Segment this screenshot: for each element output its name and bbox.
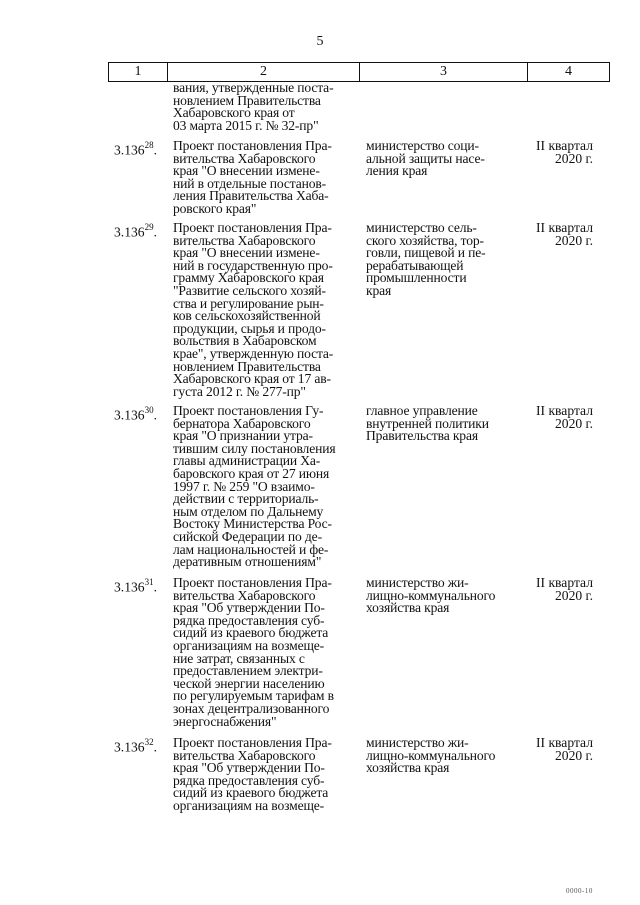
item-deadline: II квартал 2020 г. <box>536 138 593 166</box>
item-description: Проект постановления Пра- вительства Хабаровского края "О внесении измене- ний в отдельные постанов- ления Правительства Хаба- ровского края" <box>173 138 332 216</box>
item-number <box>114 737 157 754</box>
item-number-suffix: . <box>153 224 157 240</box>
item-number-suffix: . <box>153 579 157 595</box>
item-number <box>114 222 157 239</box>
item-deadline: II квартал 2020 г. <box>536 403 593 431</box>
item-description: Проект постановления Пра- вительства Хабаровского края "О внесении измене- ний в государственную про- грамму Хабаровского края "Развитие сельского хозяй- ства и регулирование рын- ков сельскохозяйственной продукции, сырья и продо- вольствия в Хабаровском крае", утвержденную поста- новлением Правительства Хабаровского края от 17 ав- густа 2012 г. № 277-пр" <box>173 220 334 399</box>
item-number-superscript: 28 <box>144 140 154 150</box>
footer-mark: 0000-10 <box>566 887 593 895</box>
header-col-1: 1 <box>109 63 168 81</box>
continuation-text: вания, утвержденные поста- новлением Правительства Хабаровского края от 03 марта 2015 г. № 32-пр" <box>173 80 334 133</box>
item-number-superscript: 31 <box>144 577 154 587</box>
item-number-base: 3.136 <box>114 224 145 240</box>
header-col-3: 3 <box>360 63 528 81</box>
page-number: 5 <box>316 34 324 49</box>
item-deadline: II квартал 2020 г. <box>536 220 593 248</box>
item-number <box>114 405 157 422</box>
item-number-base: 3.136 <box>114 407 145 423</box>
item-executor: министерство сель- ского хозяйства, тор- говли, пищевой и пе- рерабатывающей промышленности края <box>366 220 486 298</box>
item-number-base: 3.136 <box>114 579 145 595</box>
item-executor: министерство жи- лищно-коммунального хозяйства края <box>366 735 496 776</box>
header-col-4: 4 <box>565 64 572 79</box>
item-executor: главное управление внутренней политики Правительства края <box>366 403 489 444</box>
item-number-superscript: 30 <box>144 405 154 415</box>
item-number <box>114 577 157 594</box>
item-deadline: II квартал 2020 г. <box>536 575 593 603</box>
table-header <box>108 62 610 82</box>
header-col-2: 2 <box>168 63 360 81</box>
item-description: Проект постановления Гу- бернатора Хабаровского края "О признании утра- тившим силу постановления главы администрации Ха- баровского края от 27 июня 1997 г. № 259 "О взаимо- действии с территориаль- ным отделом по Дальнему Востоку Министерства Рос- сийской Федерации по де- лам национальностей и фе- деративным отношениям" <box>173 403 336 570</box>
item-number-base: 3.136 <box>114 142 145 158</box>
item-executor: министерство жи- лищно-коммунального хозяйства края <box>366 575 496 616</box>
item-number-suffix: . <box>153 407 157 423</box>
item-number-superscript: 32 <box>144 737 154 747</box>
item-number-base: 3.136 <box>114 739 145 755</box>
item-number <box>114 140 157 157</box>
item-number-suffix: . <box>153 142 157 158</box>
item-number-superscript: 29 <box>144 222 154 232</box>
item-description: Проект постановления Пра- вительства Хабаровского края "Об утверждении По- рядка предоставления суб- сидий из краевого бюджета организациям на возмеще- <box>173 735 332 813</box>
item-number-suffix: . <box>153 739 157 755</box>
item-description: Проект постановления Пра- вительства Хабаровского края "Об утверждении По- рядка предоставления суб- сидий из краевого бюджета организациям на возмеще- ние затрат, связанных с предоставлением электри- ческой энергии населению по регулируемым тарифам в зонах децентрализованного энергоснабжения" <box>173 575 334 729</box>
item-deadline: II квартал 2020 г. <box>536 735 593 763</box>
item-executor: министерство соци- альной защиты насе- ления края <box>366 138 485 179</box>
